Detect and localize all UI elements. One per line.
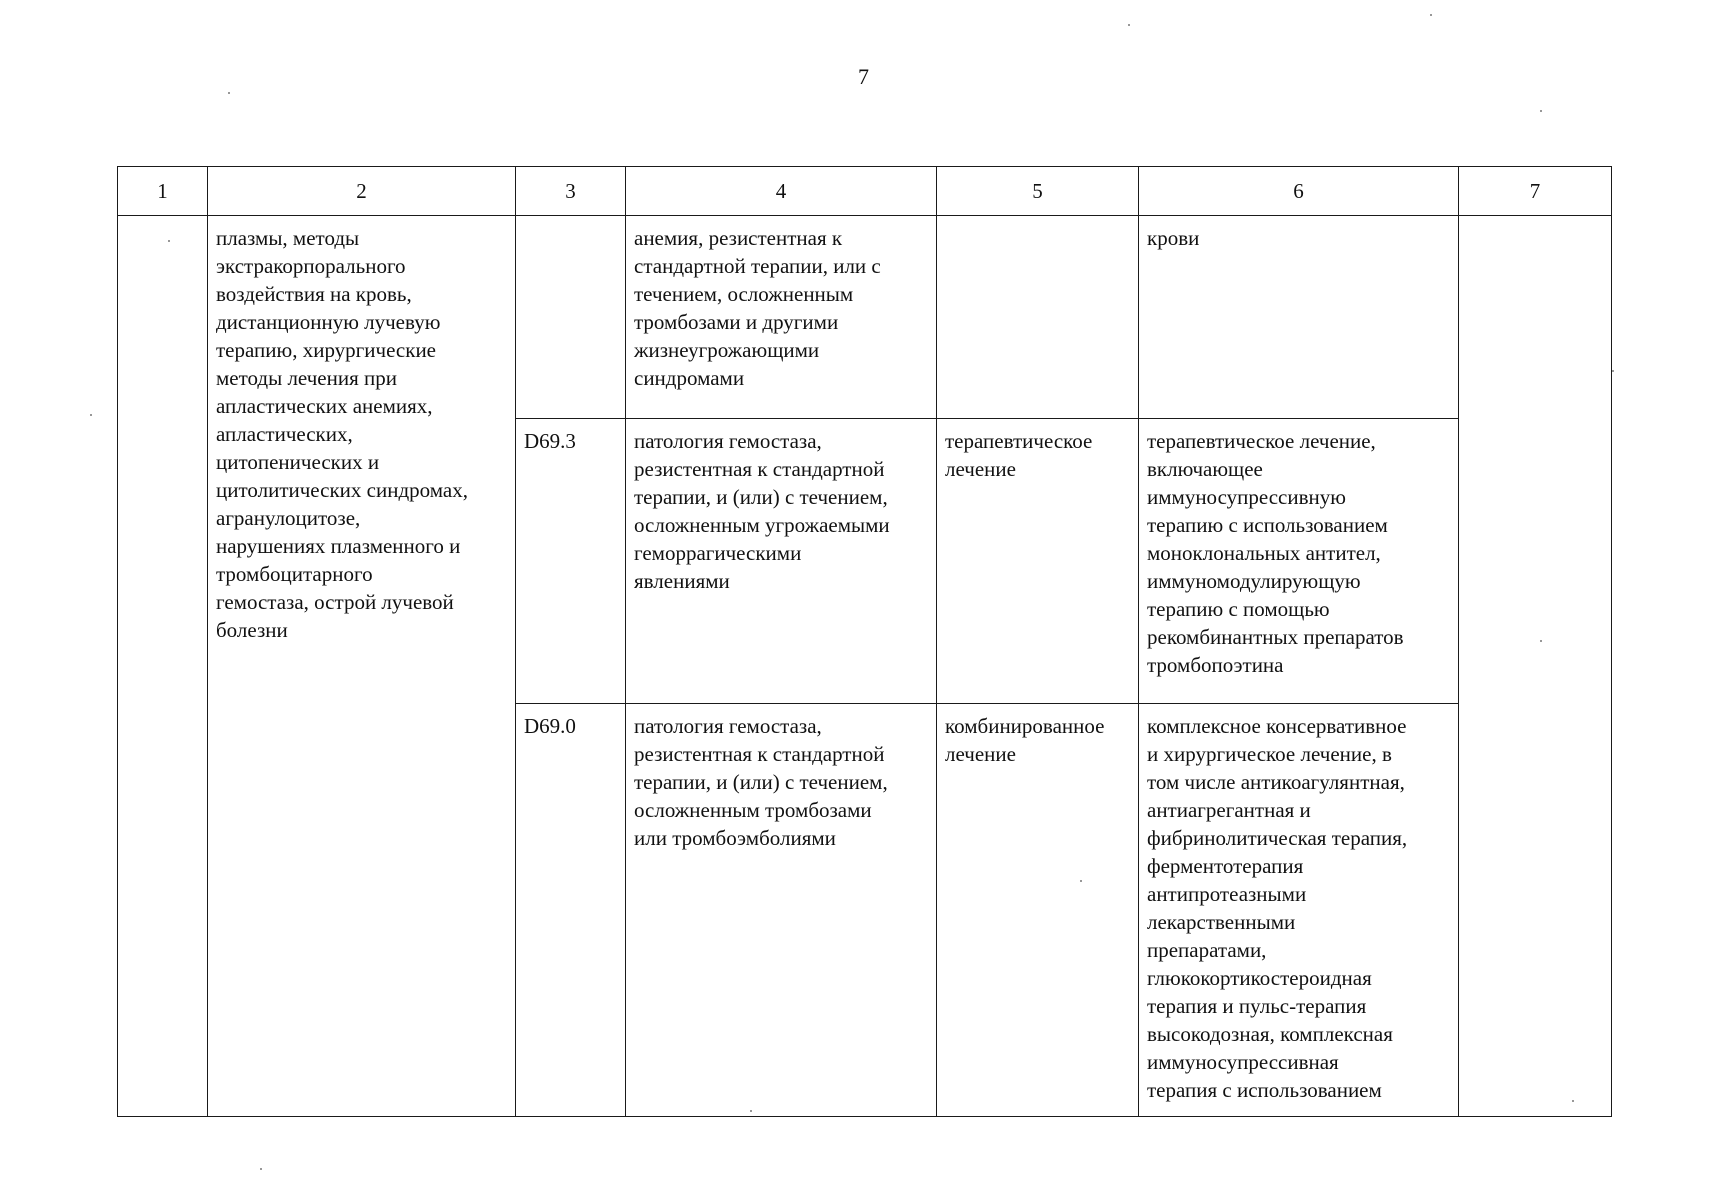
code-cell bbox=[516, 216, 626, 419]
code-text: D69.0 bbox=[524, 714, 576, 738]
treatment-type-text: комбинированное лечение bbox=[945, 714, 1105, 766]
treatment-types-text: плазмы, методы экстракорпорального воздействия на кровь, дистанционную лучевую терапию, хирургические методы лечения при апластических анемиях, апластических, цитопенических и цитолитических синдромах, агранулоцитозе, нарушениях плазменного и тромбоцитарного гемостаза, острой лучевой болезни bbox=[216, 226, 468, 642]
header-row bbox=[118, 167, 1612, 216]
treatment-type-cell bbox=[937, 704, 1139, 1117]
header-col-1: 1 bbox=[118, 167, 208, 216]
treatment-types-cell bbox=[208, 216, 516, 1117]
treatment-method-cell bbox=[1139, 704, 1459, 1117]
scan-speck bbox=[1572, 1100, 1574, 1102]
medical-care-table bbox=[117, 166, 1612, 1117]
table-row bbox=[118, 216, 1612, 419]
scan-speck bbox=[1128, 24, 1130, 26]
scan-speck bbox=[1430, 14, 1432, 16]
header-col-7: 7 bbox=[1459, 167, 1612, 216]
header-col-4: 4 bbox=[626, 167, 937, 216]
code-text: D69.3 bbox=[524, 429, 576, 453]
scan-speck bbox=[750, 1110, 752, 1112]
diagnosis-cell bbox=[626, 216, 937, 419]
table-body bbox=[118, 216, 1612, 1117]
treatment-type-text: терапевтическое лечение bbox=[945, 429, 1093, 481]
treatment-type-cell bbox=[937, 216, 1139, 419]
table-header bbox=[118, 167, 1612, 216]
scan-speck bbox=[1080, 880, 1082, 882]
col7-cell bbox=[1459, 216, 1612, 1117]
header-col-2: 2 bbox=[208, 167, 516, 216]
scan-speck bbox=[228, 92, 230, 94]
scan-speck bbox=[90, 414, 92, 416]
scan-speck bbox=[1612, 370, 1614, 372]
scan-speck bbox=[260, 1168, 262, 1170]
treatment-method-text: комплексное консервативное и хирургическое лечение, в том числе антикоагулянтная, антиагрегантная и фибринолитическая терапия, ферментотерапия антипротеазными лекарственными препаратами, глюкокортикостероидная терапия и пульс-терапия высокодозная, комплексная иммуносупрессивная терапия с использованием bbox=[1147, 714, 1408, 1102]
scan-speck bbox=[1540, 110, 1542, 112]
scan-speck bbox=[1540, 640, 1542, 642]
diagnosis-cell bbox=[626, 419, 937, 704]
treatment-method-text: крови bbox=[1147, 226, 1200, 250]
scan-speck bbox=[168, 240, 170, 242]
diagnosis-cell bbox=[626, 704, 937, 1117]
treatment-method-text: терапевтическое лечение, включающее иммуносупрессивную терапию с использованием моноклональных антител, иммуномодулирующую терапию с помощью рекомбинантных препаратов тромбопоэтина bbox=[1147, 429, 1404, 677]
header-col-3: 3 bbox=[516, 167, 626, 216]
page-number: 7 bbox=[858, 64, 869, 89]
diagnosis-text: патология гемостаза, резистентная к стандартной терапии, и (или) с течением, осложненным тромбозами или тромбоэмболиями bbox=[634, 714, 888, 850]
header-col-5: 5 bbox=[937, 167, 1139, 216]
diagnosis-text: патология гемостаза, резистентная к стандартной терапии, и (или) с течением, осложненным угрожаемыми геморрагическими явлениями bbox=[634, 429, 890, 593]
col1-cell bbox=[118, 216, 208, 1117]
code-cell bbox=[516, 704, 626, 1117]
code-cell bbox=[516, 419, 626, 704]
diagnosis-text: анемия, резистентная к стандартной терапии, или с течением, осложненным тромбозами и другими жизнеугрожающими синдромами bbox=[634, 226, 881, 390]
treatment-method-cell bbox=[1139, 216, 1459, 419]
treatment-method-cell bbox=[1139, 419, 1459, 704]
treatment-type-cell bbox=[937, 419, 1139, 704]
header-col-6: 6 bbox=[1139, 167, 1459, 216]
